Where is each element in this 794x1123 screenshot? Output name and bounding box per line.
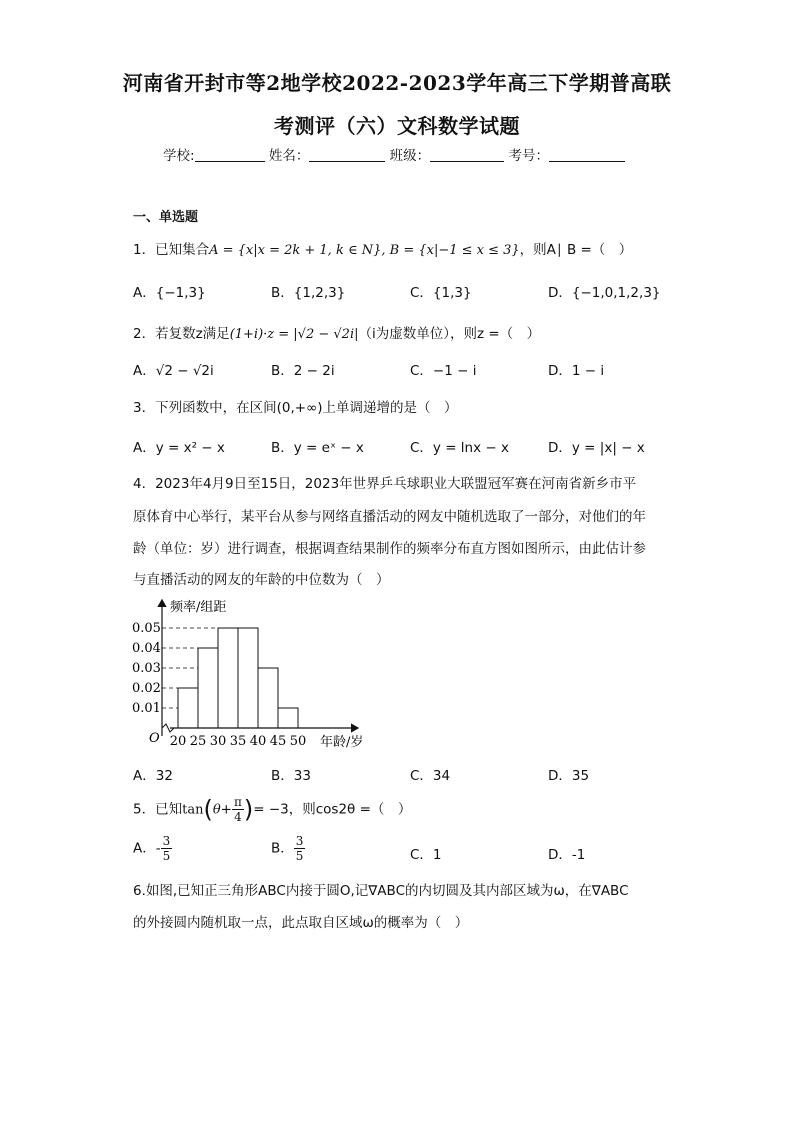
name-label: 姓名：	[268, 148, 310, 164]
q1-option-b[interactable]: B．{1,2,3}	[271, 285, 346, 301]
q1-option-c[interactable]: C．{1,3}	[410, 285, 472, 301]
q2-option-c[interactable]: C．−1 − i	[410, 363, 477, 379]
q2-option-b[interactable]: B．2 − 2i	[271, 363, 335, 379]
x-tick-label: 50	[289, 734, 307, 749]
y-tick-label: 0.02	[132, 681, 161, 696]
question-5-stem: 5．已知tan(θ+ $\frac{\pi}{4}$ )= −3，则cos2θ =（ ）	[133, 795, 412, 824]
question-4-line-3: 龄（单位：岁）进行调查，根据调查结果制作的频率分布直方图如图所示，由此估计参	[133, 541, 646, 557]
q4-option-a[interactable]: A．32	[133, 768, 173, 784]
y-tick-label: 0.05	[132, 621, 161, 636]
question-4-line-4: 与直播活动的网友的年龄的中位数为（ ）	[133, 572, 390, 588]
q1-option-a[interactable]: A．{−1,3}	[133, 285, 206, 301]
histogram-bar-35-40	[238, 628, 258, 728]
exam-number-label: 考号：	[508, 148, 549, 164]
question-6-line-2: 的外接圆内随机取一点，此点取自区域ω的概率为（ ）	[133, 915, 469, 931]
histogram-bar-20-25	[178, 688, 198, 728]
q3-option-a[interactable]: A．y = x² − x	[133, 440, 225, 456]
class-label: 班级：	[389, 148, 431, 164]
question-3-stem: 3．下列函数中，在区间(0,+∞)上单调递增的是（ ）	[133, 400, 458, 416]
y-axis-label: 频率/组距	[170, 600, 227, 615]
question-6-line-1: 6.如图,已知正三角形ABC内接于圆O,记∇ABC的内切圆及其内部区域为ω，在∇ABC	[133, 883, 629, 899]
question-4-line-1: 4．2023年4月9日至15日，2023年世界乒乓球职业大联盟冠军赛在河南省新乡市平	[133, 476, 637, 492]
x-tick-label: 25	[189, 734, 207, 749]
exam-number-blank[interactable]	[549, 147, 625, 162]
age-histogram	[126, 594, 386, 754]
q3-option-c[interactable]: C．y = lnx − x	[410, 440, 509, 456]
y-tick-label: 0.01	[132, 701, 161, 716]
q4-option-c[interactable]: C．34	[410, 768, 451, 784]
x-axis-label: 年龄/岁	[320, 735, 364, 750]
name-blank[interactable]	[309, 147, 385, 162]
class-blank[interactable]	[430, 147, 504, 162]
x-tick-label: 20	[169, 734, 187, 749]
section-heading: 一、单选题	[133, 210, 199, 225]
q5-option-b[interactable]: B． $\frac{3}{5}$	[271, 834, 304, 863]
q3-option-b[interactable]: B．y = eˣ − x	[271, 440, 364, 456]
origin-label: O	[149, 731, 160, 746]
y-tick-label: 0.04	[132, 641, 161, 656]
question-4-line-2: 原体育中心举行，某平台从参与网络直播活动的网友中随机选取了一部分，对他们的年	[133, 509, 646, 525]
x-tick-label: 40	[249, 734, 267, 749]
q5-option-d[interactable]: D．-1	[548, 847, 586, 863]
question-2-stem: 2．若复数z满足(1+i)·z = |√2 − √2i|（i为虚数单位），则z =（ ）	[133, 326, 541, 342]
histogram-bar-45-50	[278, 708, 298, 728]
school-label: 学校:	[163, 148, 195, 164]
q5-option-c[interactable]: C．1	[410, 847, 442, 863]
school-blank[interactable]	[195, 147, 265, 162]
q1-option-d[interactable]: D．{−1,0,1,2,3}	[548, 285, 661, 301]
q2-option-d[interactable]: D．1 − i	[548, 363, 605, 379]
q4-option-b[interactable]: B．33	[271, 768, 311, 784]
student-info-row	[163, 144, 625, 164]
q3-option-d[interactable]: D．y = |x| − x	[548, 440, 645, 456]
histogram-bar-30-35	[218, 628, 238, 728]
histogram-bar-40-45	[258, 668, 278, 728]
q2-option-a[interactable]: A．√2 − √2i	[133, 363, 214, 379]
y-tick-label: 0.03	[132, 661, 161, 676]
q5-option-a[interactable]: A．- $\frac{3}{5}$	[133, 834, 171, 863]
x-tick-label: 35	[229, 734, 247, 749]
question-1-stem: 1．已知集合A = {x|x = 2k + 1, k ∈ N}, B = {x|−1 ≤ x ≤ 3}，则A∣ B =（ ）	[133, 242, 633, 258]
histogram-bar-25-30	[198, 648, 218, 728]
x-tick-label: 45	[269, 734, 287, 749]
x-tick-label: 30	[209, 734, 227, 749]
q4-option-d[interactable]: D．35	[548, 768, 590, 784]
exam-title-line2: 考测评（六）文科数学试题	[274, 114, 520, 138]
exam-title-line1: 河南省开封市等2地学校2022-2023学年高三下学期普高联	[122, 71, 672, 95]
